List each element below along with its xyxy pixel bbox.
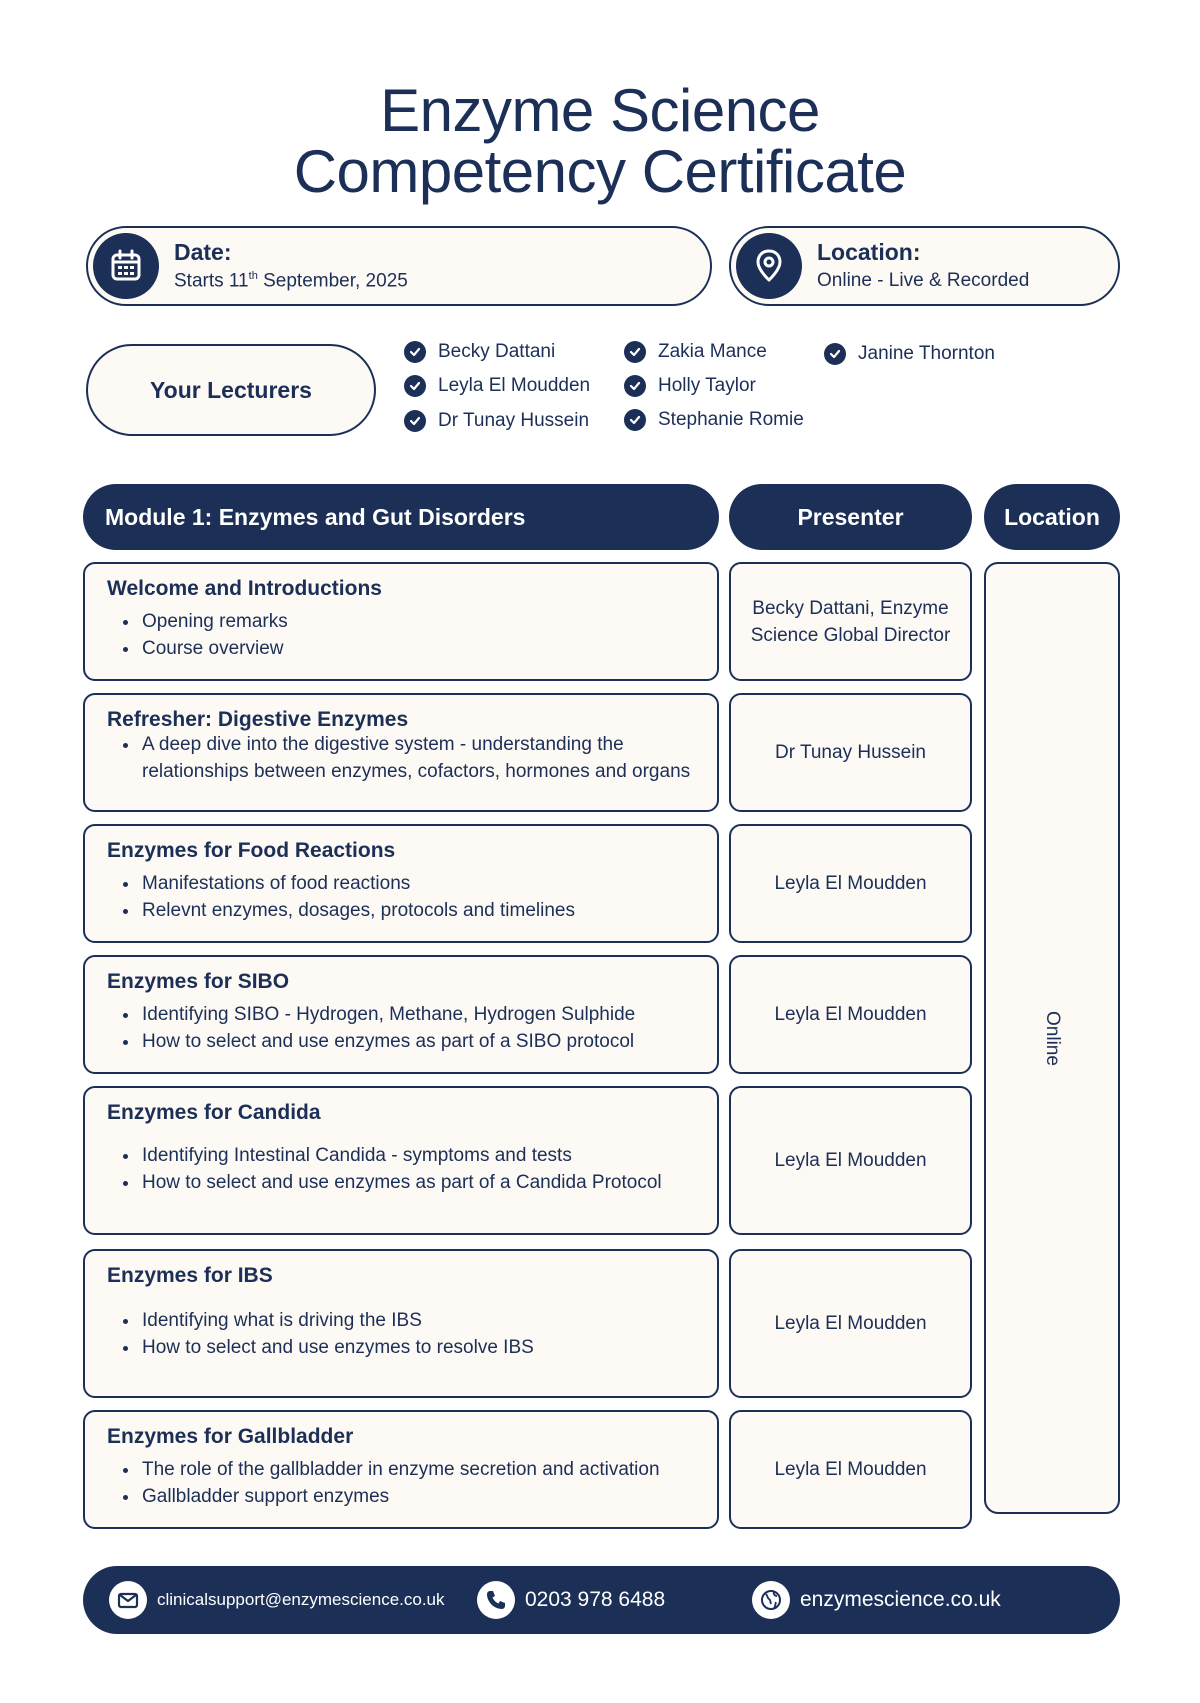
module-row	[83, 1410, 719, 1529]
lecturer-item	[824, 343, 995, 365]
date-value-suffix: th	[248, 270, 258, 282]
lecturers-label-pill: Your Lecturers	[86, 344, 376, 436]
module-header: Module 1: Enzymes and Gut Disorders	[83, 484, 719, 550]
presenter-cell: Leyla El Moudden	[729, 1249, 972, 1398]
lecturer-name: Dr Tunay Hussein	[438, 410, 590, 431]
lecturer-name: Janine Thornton	[858, 343, 995, 364]
lecturer-item	[404, 341, 555, 363]
location-value: Online - Live & Recorded	[817, 270, 1030, 291]
footer-email[interactable]	[109, 1566, 445, 1634]
module-bullet: • The role of the gallbladder in enzyme secretion and activation	[140, 1456, 697, 1483]
module-bullet: • Relevnt enzymes, dosages, protocols and timelines	[140, 897, 697, 924]
presenter-cell: Leyla El Moudden	[729, 955, 972, 1074]
contact-footer	[83, 1566, 1120, 1634]
location-cell-text: Online	[1042, 1010, 1063, 1066]
footer-email-text[interactable]: clinicalsupport@enzymescience.co.uk	[157, 1590, 445, 1609]
module-bullet: • A deep dive into the digestive system - understanding the relationships between enzymes, cofactors, hormones and organs	[140, 731, 697, 785]
lecturer-name: Zakia Mance	[658, 341, 767, 362]
lecturer-item	[624, 375, 756, 397]
module-bullet: • Identifying what is driving the IBS	[140, 1307, 697, 1334]
lecturer-item	[404, 410, 589, 432]
module-title: Enzymes for Candida	[107, 1101, 321, 1124]
lecturer-name: Becky Dattani	[438, 341, 556, 362]
location-cell	[984, 562, 1120, 1514]
lecturer-name: Stephanie Romie	[658, 409, 804, 430]
page-title	[0, 77, 1200, 205]
check-circle-icon	[624, 409, 646, 431]
presenter-cell: Leyla El Moudden	[729, 824, 972, 943]
footer-website-text[interactable]: enzymescience.co.uk	[800, 1588, 1001, 1611]
footer-website[interactable]	[752, 1566, 1001, 1634]
module-bullet: • Opening remarks	[140, 608, 697, 635]
footer-phone[interactable]	[477, 1566, 665, 1634]
envelope-icon	[109, 1581, 147, 1619]
phone-icon	[477, 1581, 515, 1619]
module-row	[83, 1086, 719, 1235]
title-line-1: Enzyme Science	[380, 77, 820, 144]
location-pill	[729, 226, 1120, 306]
check-circle-icon	[404, 341, 426, 363]
check-circle-icon	[624, 341, 646, 363]
check-circle-icon	[624, 375, 646, 397]
globe-icon	[752, 1581, 790, 1619]
presenter-cell: Leyla El Moudden	[729, 1086, 972, 1235]
module-bullet: • How to select and use enzymes to resolve IBS	[140, 1334, 697, 1361]
date-pill	[86, 226, 712, 306]
module-row	[83, 1249, 719, 1398]
module-bullet: • Gallbladder support enzymes	[140, 1483, 697, 1510]
module-row	[83, 955, 719, 1074]
module-row	[83, 824, 719, 943]
date-label: Date:	[174, 239, 232, 265]
location-label: Location:	[817, 239, 921, 265]
presenter-cell: Becky Dattani, Enzyme Science Global Director	[729, 562, 972, 681]
presenter-header: Presenter	[729, 484, 972, 550]
presenter-cell: Dr Tunay Hussein	[729, 693, 972, 812]
module-row	[83, 562, 719, 681]
module-title: Welcome and Introductions	[107, 577, 382, 600]
module-title: Enzymes for SIBO	[107, 970, 290, 993]
date-value-prefix: Starts 11	[174, 270, 249, 292]
module-bullet: • Identifying SIBO - Hydrogen, Methane, Hydrogen Sulphide	[140, 1001, 697, 1028]
module-title: Enzymes for IBS	[107, 1264, 273, 1287]
lecturer-item	[624, 341, 767, 363]
check-circle-icon	[404, 375, 426, 397]
map-pin-icon	[736, 233, 802, 299]
module-bullet: • How to select and use enzymes as part of a SIBO protocol	[140, 1028, 697, 1055]
module-title: Enzymes for Food Reactions	[107, 839, 396, 862]
title-line-2: Competency Certificate	[293, 138, 907, 205]
footer-phone-text[interactable]: 0203 978 6488	[525, 1588, 666, 1611]
module-bullet: • Identifying Intestinal Candida - symptoms and tests	[140, 1142, 697, 1169]
module-bullet: • How to select and use enzymes as part of a Candida Protocol	[140, 1169, 697, 1196]
check-circle-icon	[824, 343, 846, 365]
presenter-cell: Leyla El Moudden	[729, 1410, 972, 1529]
lecturer-item	[624, 409, 804, 431]
check-circle-icon	[404, 410, 426, 432]
module-bullet: • Course overview	[140, 635, 697, 662]
lecturer-name: Leyla El Moudden	[438, 375, 591, 396]
calendar-icon	[93, 233, 159, 299]
module-title: Enzymes for Gallbladder	[107, 1425, 354, 1448]
module-row	[83, 693, 719, 812]
lecturer-item	[404, 375, 590, 397]
module-bullet: • Manifestations of food reactions	[140, 870, 697, 897]
date-value-rest: September, 2025	[257, 270, 408, 292]
location-header: Location	[984, 484, 1120, 550]
module-title: Refresher: Digestive Enzymes	[107, 708, 409, 731]
lecturer-name: Holly Taylor	[658, 375, 756, 396]
date-value	[174, 270, 408, 292]
